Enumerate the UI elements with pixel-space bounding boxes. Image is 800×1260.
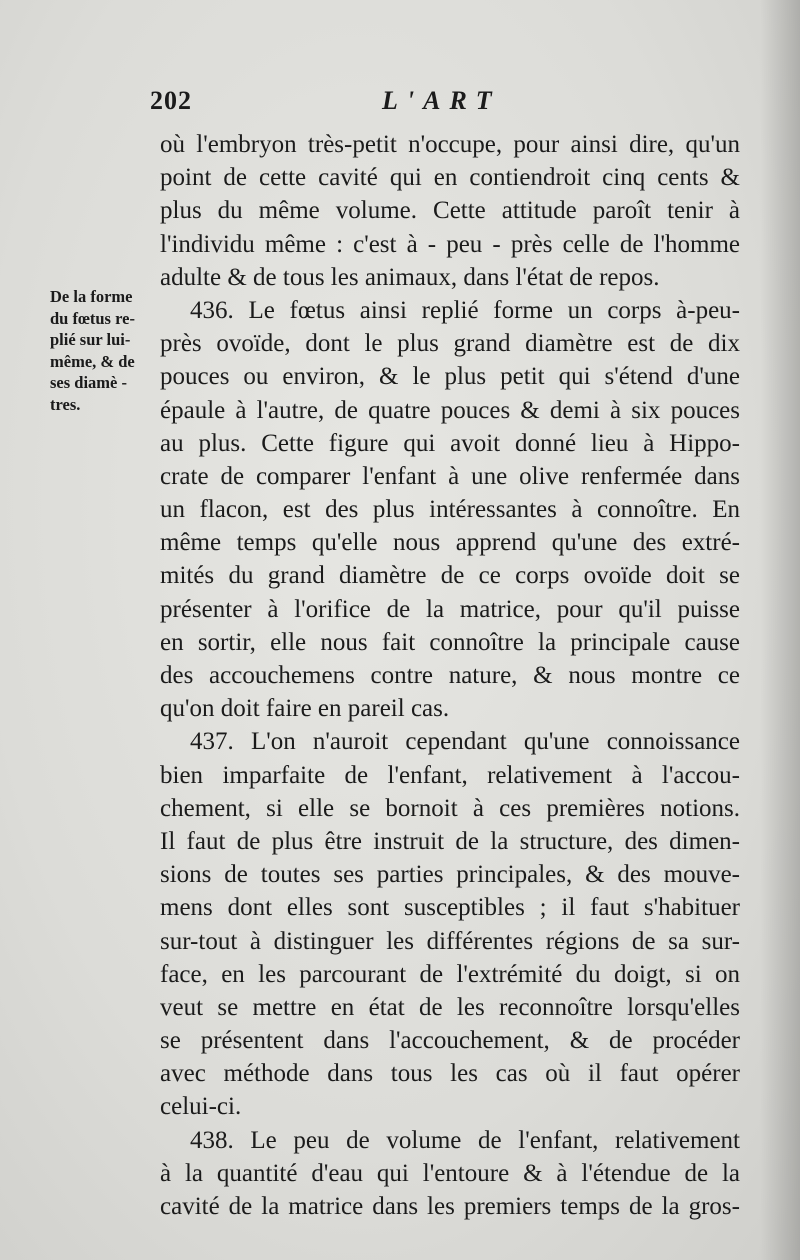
text-line: des accouchemens contre nature, & nous montre ce (160, 662, 740, 689)
page-edge-shadow (760, 0, 800, 1260)
text-line: qu'on doit faire en pareil cas. (160, 695, 450, 723)
text-line: sur-tout à distinguer les différentes régions de sa sur- (160, 927, 740, 955)
paragraph-436-start: 436. Le fœtus ainsi replié forme un corps à-peu- (190, 296, 740, 324)
margin-note-line: du fœtus re- (50, 308, 135, 328)
text-line: veut se mettre en état de les reconnoître lorsqu'elles (160, 993, 740, 1021)
running-title: L'ART (382, 86, 501, 115)
margin-note-line: même, & de (50, 351, 135, 371)
text-line: cavité de la matrice dans les premiers temps de la gros- (160, 1193, 740, 1220)
text-line: mités du grand diamètre de ce corps ovoïde doit se (160, 562, 740, 590)
body-text (160, 128, 740, 1223)
text-line: Il faut de plus être instruit de la structure, des dimen- (160, 827, 740, 855)
text-line: bien imparfaite de l'enfant, relativement à l'accou- (160, 761, 740, 789)
margin-note (50, 286, 162, 415)
text-line: sions de toutes ses parties principales, & des mouve- (160, 861, 740, 889)
margin-note-line: tres. (50, 394, 81, 414)
text-line: celui-ci. (160, 1093, 242, 1121)
text-line: se présentent dans l'accouchement, & de procéder (160, 1027, 740, 1055)
page-number: 202 (150, 86, 192, 115)
text-line: en sortir, elle nous fait connoître la principale cause (160, 628, 740, 656)
text-line: présenter à l'orifice de la matrice, pour qu'il puisse (160, 595, 740, 623)
text-line: mens dont elles sont susceptibles ; il faut s'habituer (160, 894, 740, 922)
text-line: point de cette cavité qui en contiendroit cinq cents & (160, 164, 740, 192)
text-line: un flacon, est des plus intéressantes à connoître. En (160, 496, 740, 524)
text-line: épaule à l'autre, de quatre pouces & demi à six pouces (160, 396, 740, 424)
text-line: l'individu même : c'est à - peu - près celle de l'homme (160, 230, 740, 258)
text-line: plus du même volume. Cette attitude paroît tenir à (160, 197, 740, 225)
text-line: à la quantité d'eau qui l'entoure & à l'étendue de la (160, 1159, 740, 1187)
text-line: adulte & de tous les animaux, dans l'état de repos. (160, 263, 660, 291)
text-line: au plus. Cette figure qui avoit donné lieu à Hippo- (160, 429, 740, 457)
margin-note-line: plié sur lui- (50, 330, 131, 349)
text-line: où l'embryon très-petit n'occupe, pour ainsi dire, qu'un (160, 131, 740, 158)
page-header (150, 86, 750, 126)
text-line: près ovoïde, dont le plus grand diamètre est de dix (160, 330, 740, 358)
text-line: crate de comparer l'enfant à une olive renfermée dans (160, 462, 740, 490)
text-line: même temps qu'elle nous apprend qu'une des extré- (160, 529, 740, 557)
text-line: avec méthode dans tous les cas où il faut opérer (160, 1060, 740, 1088)
margin-note-line: De la forme (50, 287, 133, 306)
text-line: chement, si elle se bornoit à ces premières notions. (160, 794, 740, 822)
paragraph-438-start: 438. Le peu de volume de l'enfant, relativement (190, 1126, 740, 1154)
text-line: face, en les parcourant de l'extrémité du doigt, si on (160, 960, 740, 988)
paragraph-437-start: 437. L'on n'auroit cependant qu'une connoissance (190, 728, 740, 756)
text-line: pouces ou environ, & le plus petit qui s'étend d'une (160, 363, 740, 391)
margin-note-line: ses diamè - (50, 373, 127, 392)
